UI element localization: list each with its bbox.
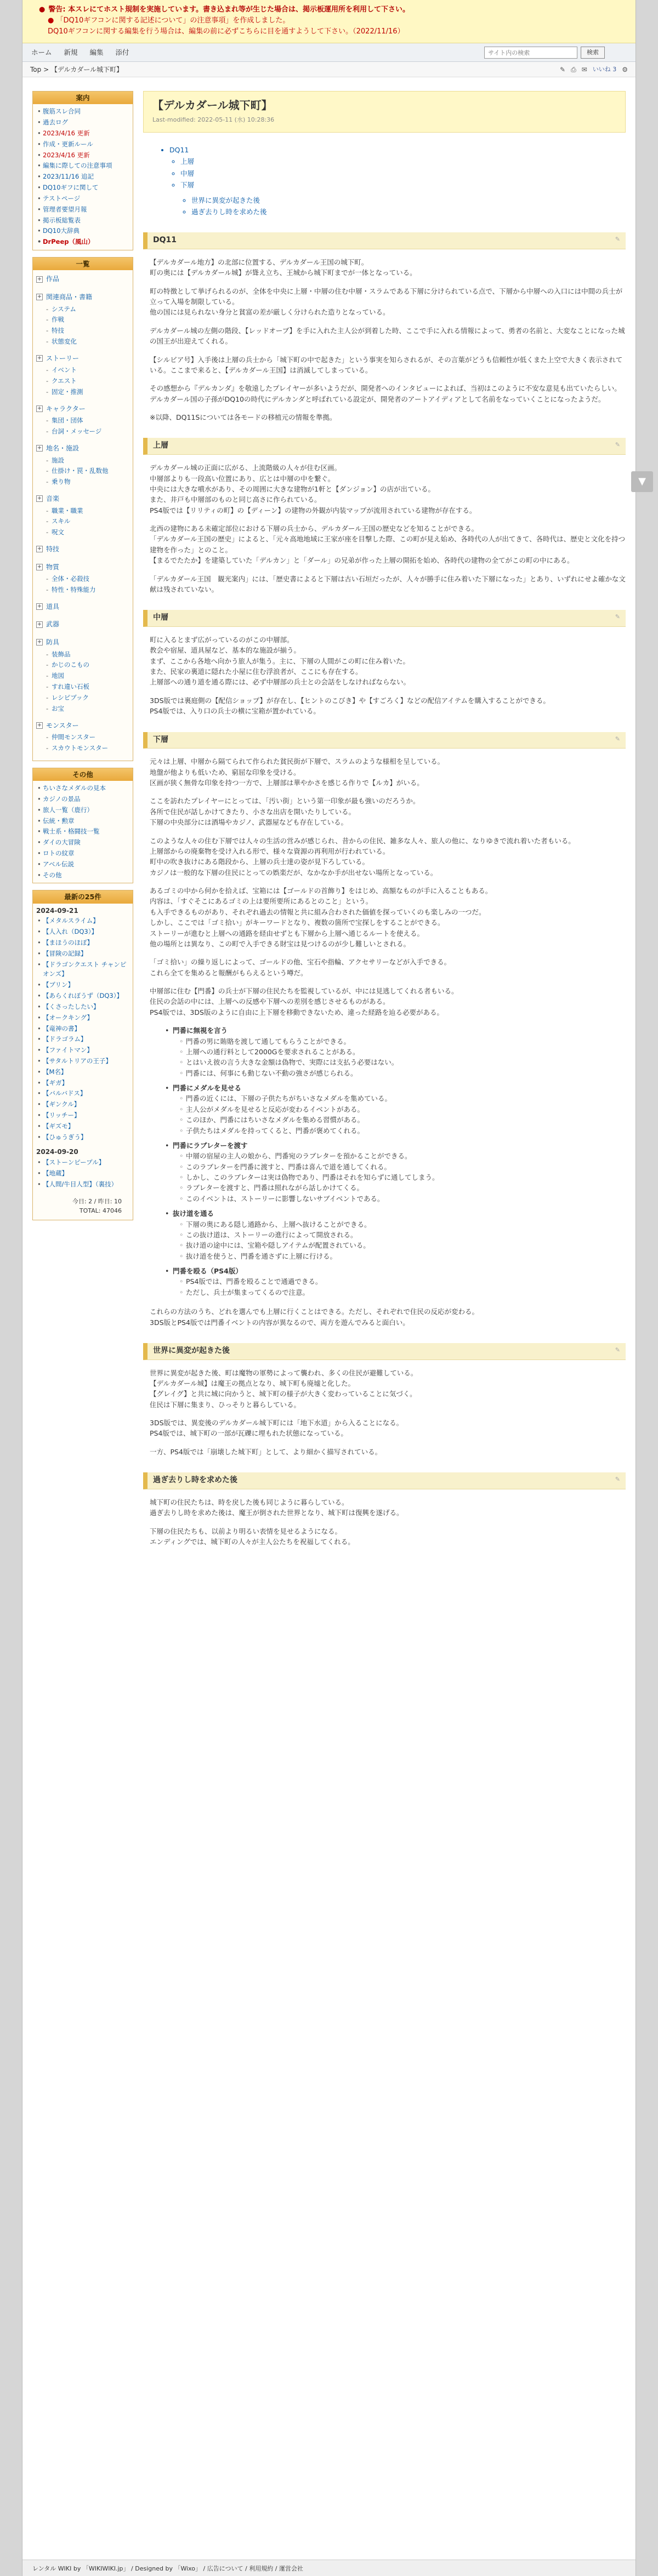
list-item: • 門番にラブレターを渡す ◦ 中層の宿屋の主人の娘から、門番宛のラブレターを預かることができる。 ◦ このラブレターを門番に渡すと、門番は喜んで道を通してくれる。 ◦ しかし、このラブレターは実は偽物であり、門番はそれを知らずに通してしまう。 ◦ ラブレターを渡すと、門番は照れながら話しかけてくる。 ◦ このイベントは、ストーリーに影響しないサブイベントである。 bbox=[165, 1140, 626, 1204]
recent-date: 2024-09-20 bbox=[36, 1148, 78, 1156]
paragraph: ※以降、DQ11Sについては各モードの移植元の情報を準拠。 bbox=[150, 413, 337, 422]
paragraph: あるゴミの中から何かを拾えば、宝箱には【ゴールドの首飾り】をはじめ、高額なものが手に入ることもある。 内容は、「すぐそこにあるゴミの上は要所要所にあるとのこと」という。 も入手できるものがあり、それぞれ過去の情報と共に組み合わされた価値を探っていくのも楽しみの一つだ。 しかし、ここでは「ゴミ拾い」がキーワードとなり、複数の箇所で宝探しをすることができる。 ストーリーが進むと上層への通路を経由せずとも下層から上層へ通じるルートを使える。 他の場所とは異なり、この町で入手できる財宝は見つけるのが少し難しいとされる。 bbox=[150, 887, 492, 948]
category-item[interactable] bbox=[36, 272, 129, 286]
paragraph: デルカダール城の左側の階段、【レッドオーブ】を手に入れた主人公が到着した時、ここで手に入れる情報によって、勇者の名前と、大変なことになった城の国王が出迎えてくれる。 bbox=[150, 326, 625, 346]
paragraph: 町の特徴として挙げられるのが、全体を中央に上層・中層の住む中層・スラムである下層に分けられている点で、下層から中層への入口には中間の兵士が立って入場を制限している。 他の国には見られない身分と貧富の差が厳しく分けられた造りとなっている。 bbox=[150, 287, 623, 317]
search-area bbox=[484, 47, 605, 59]
other-item[interactable]: • アベル伝説 bbox=[36, 859, 129, 870]
toc-item[interactable]: ◦ 上層 bbox=[180, 156, 626, 167]
other-item[interactable]: • 戦士系・格闘技一覧 bbox=[36, 826, 129, 837]
recent-item[interactable]: • 【くさったしたい】 bbox=[36, 1002, 129, 1013]
expand-icon[interactable]: + bbox=[37, 603, 42, 610]
paragraph: 「デルカダール王国 観光案内」には、「歴史書によると下層は古い石垣だったが、人々が勝手に住み着いた下層になった」とあり、いずれにせよ確かな文献は残されていない。 bbox=[150, 574, 626, 593]
recent-item[interactable]: • 【ブリン】 bbox=[36, 980, 129, 991]
edit-section-icon[interactable]: ✎ bbox=[615, 236, 620, 243]
recent-item[interactable]: • 【人入れ（DQ3）】 bbox=[36, 927, 129, 938]
category-item[interactable] bbox=[36, 561, 129, 574]
notice-line3: DQ10ギフコンに関する編集を行う場合は、編集の前に必ずこちらに目を通すようして下さい。（2022/11/16） bbox=[48, 27, 405, 36]
toc-item[interactable]: ◦ 中層 bbox=[180, 168, 626, 179]
recent-item[interactable]: • 【人間/牛目人型】（裏技） bbox=[36, 1179, 129, 1190]
category-subitem[interactable]: - かじのこもの bbox=[46, 660, 129, 671]
paragraph: 下層の住民たちも、以前より明るい表情を見せるようになる。 エンディングでは、城下町の人々が主人公たちを祝福してくれる。 bbox=[150, 1527, 355, 1546]
recent-item[interactable]: • 【ストーンピープル】 bbox=[36, 1157, 129, 1168]
sidebar-menu-item[interactable]: • 過去ログ bbox=[36, 117, 129, 128]
settings-icon[interactable]: ⚙ bbox=[622, 65, 628, 73]
category-sublist bbox=[36, 365, 129, 397]
menu-new[interactable]: 新規 bbox=[64, 48, 78, 57]
category-item[interactable] bbox=[36, 719, 129, 733]
recent-item[interactable]: • 【オークキング】 bbox=[36, 1013, 129, 1024]
toc-item[interactable]: • DQ11 ◦ 上層 ◦ 中層 ◦ 下層 ◦ 世界に異変が起きた後 ◦ 過ぎ去りし時を求めた後 bbox=[169, 145, 626, 217]
paragraph: デルカダール城の正面に広がる、上流階級の人々が住む区画。 中層部よりも一段高い位置にあり、広とは中層の中を繋ぐ。 中央には大きな噴水があり、その周囲に大きな建物が1軒と【ダンジョン】の店が出ている。 また、井戸も中層部のものと同じ高さに作られている。 PS4版では【リリティの町】の【ディーン】の建物の外観が内装マップが流用されている建物が存在する。 bbox=[150, 464, 477, 515]
category-label: 地名・施設 bbox=[46, 444, 80, 452]
last-modified: Last-modified: 2022-05-11 (水) 10:28:36 bbox=[152, 116, 275, 123]
menu-edit[interactable]: 編集 bbox=[89, 48, 104, 57]
menu-bar bbox=[22, 43, 636, 62]
category-subitem[interactable]: - 状態変化 bbox=[46, 336, 129, 347]
edit-section-icon[interactable]: ✎ bbox=[615, 613, 620, 621]
category-label: 作品 bbox=[46, 275, 60, 283]
category-sublist bbox=[36, 732, 129, 754]
breadcrumb[interactable]: Top > 【デルカダール城下町】 bbox=[30, 65, 123, 73]
counter-today: 今日: 2 / 昨日: 10 bbox=[72, 1197, 122, 1205]
paragraph: ここを訪れたプレイヤーにとっては、「汚い街」という第一印象が最も強いのだろうか。 各所で住民が話しかけてきたり、小さな出店を開いたりしている。 下層の中央部分には酒場やカジノ、武器屋なども存在している。 bbox=[150, 797, 420, 827]
like-button[interactable]: いいね 3 bbox=[592, 66, 617, 73]
category-item[interactable] bbox=[36, 402, 129, 416]
breadcrumb-row bbox=[22, 62, 636, 77]
paragraph: 3DS版では、異変後のデルカダール城下町には「地下水道」から入ることになる。 PS4版では、城下町の一部が瓦礫に埋もれた状態になっている。 bbox=[150, 1419, 404, 1438]
category-subitem[interactable]: - レシピブック bbox=[46, 693, 129, 704]
search-button[interactable]: 検索 bbox=[581, 47, 605, 59]
paragraph: 元々は上層、中層から隔てられて作られた貧民街が下層で、スラムのような様相を呈している。 地盤が他よりも低いため、窮屈な印象を受ける。 区画が狭く無骨な印象を持つ一方で、上層部は華やかさを感じる作りで【ルカ】がいる。 bbox=[150, 757, 445, 787]
recent-list bbox=[33, 916, 133, 1145]
category-sublist bbox=[36, 506, 129, 538]
category-subitem[interactable]: - 装飾品 bbox=[46, 649, 129, 660]
section-heading-dq11: DQ11 ✎ bbox=[143, 232, 626, 249]
category-subitem[interactable]: - すれ違い石板 bbox=[46, 682, 129, 693]
other-item[interactable]: • ダイの大冒険 bbox=[36, 837, 129, 848]
other-item[interactable]: • ロトの紋章 bbox=[36, 848, 129, 859]
sidebar-other-box bbox=[32, 768, 133, 884]
category-subitem[interactable]: - 地図 bbox=[46, 671, 129, 682]
sidebar-menu-item[interactable]: • 2023/4/16 更新 bbox=[36, 150, 129, 161]
footer bbox=[22, 2560, 636, 2576]
category-subitem[interactable]: - 特技 bbox=[46, 325, 129, 336]
category-subitem[interactable]: - スキル bbox=[46, 516, 129, 527]
paragraph: 【デルカダール地方】の北部に位置する、デルカダール王国の城下町。 町の奥には【デルカダール城】が聳え立ち、王城から城下町までが一体となっている。 bbox=[150, 258, 417, 277]
sidebar-menu-item[interactable]: • 腹筋スレ合同 bbox=[36, 106, 129, 117]
paragraph: その感想から『デルカンダ』を敬遠したプレイヤーが多いようだが、開発者へのインタビューによれば、当初はこのように不安な意見も出ていたらしい。 デルカダール国の子孫がDQ10の時代にデルカンダと呼ばれている設定が、開発者のアートアイディアとして名前をなっていくことになったようだ。 bbox=[150, 384, 621, 403]
category-subitem[interactable]: - お宝 bbox=[46, 704, 129, 715]
other-item[interactable]: • ちいさなメダルの見本 bbox=[36, 783, 129, 794]
category-subitem[interactable]: - 乗り物 bbox=[46, 477, 129, 488]
other-item[interactable]: • 伝統・勲章 bbox=[36, 816, 129, 827]
recent-item[interactable]: • 【冒険の記録】 bbox=[36, 949, 129, 959]
scroll-down-button[interactable] bbox=[631, 471, 653, 492]
category-item[interactable] bbox=[36, 636, 129, 649]
print-icon[interactable]: ⎙ bbox=[571, 65, 576, 73]
expand-icon[interactable]: + bbox=[37, 294, 42, 300]
recent-item[interactable]: • 【まほうのほぼ】 bbox=[36, 938, 129, 949]
paragraph: 世界に異変が起きた後、町は魔物の軍勢によって襲われ、多くの住民が避難している。 【デルカダール城】は魔王の拠点となり、城下町も廃墟と化した。 【グレイグ】と共に城に向かうと、城下町の様子が大きく変わっていることに気づく。 住民は下層に集まり、ひっそりと暮らしている。 bbox=[150, 1368, 418, 1409]
sidebar-menu-item[interactable]: • 2023/4/16 更新 bbox=[36, 128, 129, 139]
category-subitem[interactable]: - スカウトモンスター bbox=[46, 743, 129, 754]
category-sublist bbox=[36, 455, 129, 488]
sidebar-menu-item[interactable]: • DQ10大辞典 bbox=[36, 226, 129, 237]
expand-icon[interactable]: + bbox=[37, 639, 42, 646]
category-item[interactable] bbox=[36, 442, 129, 455]
expand-icon[interactable]: + bbox=[37, 445, 42, 452]
category-label: 物質 bbox=[46, 563, 60, 571]
sidebar bbox=[32, 91, 133, 1227]
other-item[interactable]: • その他 bbox=[36, 870, 129, 881]
menu-home[interactable]: ホーム bbox=[31, 48, 52, 57]
edit-section-icon[interactable]: ✎ bbox=[615, 1346, 620, 1353]
recent-item[interactable]: • 【ギンクル】 bbox=[36, 1099, 129, 1110]
category-label: キャラクター bbox=[46, 404, 86, 413]
expand-icon[interactable]: + bbox=[37, 276, 42, 282]
list-item: • 抜け道を通る ◦ 下層の奥にある隠し通路から、上層へ抜けることができる。 ◦ この抜け道は、ストーリーの進行によって開放される。 ◦ 抜け道の途中には、宝箱や隠しアイテムが配置されている。 ◦ 抜け道を使うと、門番を通さずに上層に行ける。 bbox=[165, 1208, 626, 1261]
edit-icon[interactable]: ✎ bbox=[560, 65, 566, 73]
category-sublist bbox=[36, 649, 129, 715]
recent-list bbox=[33, 1157, 133, 1192]
recent-item[interactable]: • 【ギガ】 bbox=[36, 1078, 129, 1089]
category-subitem[interactable]: - 職業・職業 bbox=[46, 506, 129, 517]
section-heading-lower: 下層 ✎ bbox=[143, 732, 626, 749]
sidebar-menu-item[interactable]: • 掲示板総覧表 bbox=[36, 215, 129, 226]
sidebar-menu-item[interactable]: • 2023/11/16 追記 bbox=[36, 172, 129, 182]
other-item[interactable]: • 旅人一覧（鹿行） bbox=[36, 805, 129, 816]
expand-icon[interactable]: + bbox=[37, 621, 42, 627]
expand-icon[interactable]: + bbox=[37, 546, 42, 552]
edit-section-icon[interactable]: ✎ bbox=[615, 1476, 620, 1483]
expand-icon[interactable]: + bbox=[37, 563, 42, 570]
recent-item[interactable]: • 【ギズモ】 bbox=[36, 1121, 129, 1132]
section-heading-middle: 中層 ✎ bbox=[143, 610, 626, 627]
category-subitem[interactable]: - 仲間モンスター bbox=[46, 732, 129, 743]
method-list bbox=[165, 1025, 626, 1298]
expand-icon[interactable]: + bbox=[37, 355, 42, 362]
content bbox=[143, 91, 626, 1555]
sidebar-menu-box bbox=[32, 91, 133, 250]
category-subitem[interactable]: - イベント bbox=[46, 365, 129, 376]
category-subitem[interactable]: - クエスト bbox=[46, 376, 129, 387]
category-subitem[interactable]: - 集団・団体 bbox=[46, 415, 129, 426]
arrow-down-icon: ▼ bbox=[638, 476, 646, 487]
other-item[interactable]: • カジノの景品 bbox=[36, 794, 129, 805]
list-item: • 門番にメダルを見せる ◦ 門番の近くには、下層の子供たちがちいさなメダルを集めている。 ◦ 主人公がメダルを見せると反応が変わるイベントがある。 ◦ このほか、門番にはちいさなメダルを集める習慣がある。 ◦ 子供たちはメダルを持ってくると、門番が褒めてくれる。 bbox=[165, 1083, 626, 1136]
mail-icon[interactable]: ✉ bbox=[581, 65, 587, 73]
section-heading-after-change: 世界に異変が起きた後 ✎ bbox=[143, 1343, 626, 1360]
recent-item[interactable]: • 【ひゅうぎう】 bbox=[36, 1132, 129, 1143]
counter bbox=[33, 1192, 133, 1220]
category-list bbox=[33, 270, 133, 760]
footer-text[interactable]: レンタル WIKI by 「WIKIWIKI.jp」 / Designed by 「Wixo」 / 広告について / 利用規約 / 運営会社 bbox=[32, 2565, 303, 2572]
paragraph: これらの方法のうち、どれを選んでも上層に行くことはできる。ただし、それぞれで住民の反応が変わる。 3DS版とPS4版では門番イベントの内容が異なるので、両方を遊んでみると面白い。 bbox=[150, 1307, 479, 1327]
category-subitem[interactable]: - 特性・特殊能力 bbox=[46, 585, 129, 596]
page-tools bbox=[560, 65, 628, 75]
recent-item[interactable]: • 【ファイトマン】 bbox=[36, 1045, 129, 1056]
category-item[interactable] bbox=[36, 618, 129, 631]
expand-icon[interactable]: + bbox=[37, 722, 42, 728]
paragraph: 「ゴミ拾い」の繰り返しによって、ゴールドの他、宝石や指輪、アクセサリーなどが入手できる。 これら全てを集めると報酬がもらえるという噂だ。 bbox=[150, 958, 451, 977]
category-item[interactable] bbox=[36, 352, 129, 365]
sidebar-menu-list bbox=[33, 104, 133, 250]
category-subitem[interactable]: - 作戦 bbox=[46, 315, 129, 325]
toc-item[interactable]: ◦ 世界に異変が起きた後 bbox=[191, 195, 626, 205]
category-item[interactable] bbox=[36, 492, 129, 506]
paragraph: このような人々の住む下層では人々の生活の営みが感じられ、昔からの住民、雑多な人々、旅人の他に、なりゆきで流れ着いた者もいる。 上層部からの廃棄物を受け入れる形で、様々な資源の再利用が行われている。 町中の吹き抜けにある階段から、上層の兵士達の姿が見下ろしている。 カジノは一般的な下層の住民にとっての娯楽だが、なかなか手が出せない場所となっている。 bbox=[150, 836, 575, 877]
recent-item[interactable]: • 【M名】 bbox=[36, 1067, 129, 1078]
sidebar-menu-item[interactable]: • DrPeep（風山） bbox=[36, 237, 129, 248]
sidebar-menu-item[interactable]: • 作成・更新ルール bbox=[36, 139, 129, 150]
sidebar-menu-header: 案内 bbox=[33, 92, 133, 104]
recent-date: 2024-09-21 bbox=[36, 906, 78, 915]
category-subitem[interactable]: - 施設 bbox=[46, 455, 129, 466]
category-sublist bbox=[36, 304, 129, 347]
sidebar-menu-item[interactable]: • 編集に際しての注意事項 bbox=[36, 161, 129, 172]
category-label: 武器 bbox=[46, 620, 60, 629]
category-subitem[interactable]: - システム bbox=[46, 304, 129, 315]
expand-icon[interactable]: + bbox=[37, 405, 42, 412]
recent-item[interactable]: • 【リッチー】 bbox=[36, 1110, 129, 1121]
expand-icon[interactable]: + bbox=[37, 495, 42, 502]
list-item: • 門番を殴る（PS4版） ◦ PS4版では、門番を殴ることで通過できる。 ◦ ただし、兵士が集まってくるので注意。 bbox=[165, 1266, 626, 1298]
category-label: 特技 bbox=[46, 545, 60, 553]
category-item[interactable] bbox=[36, 542, 129, 556]
sidebar-menu-item[interactable]: • DQ10ギフに関して bbox=[36, 182, 129, 193]
paragraph: 町に入るとまず広がっているのがこの中層部。 教会や宿屋、道具屋など、基本的な施設が揃う。 まず、ここから各地へ向かう旅人が集う。主に、下層の人間がこの町に住み着いた。 また、民家の裏道に隠れた小屋に住む浮浪者が、ここにも存在する。 上層部への通り道を通る際には、必ず中層部の兵士との会話をしなければならない。 bbox=[150, 635, 411, 687]
category-subitem[interactable]: - 全体・必殺技 bbox=[46, 574, 129, 585]
category-label: 関連商品・書籍 bbox=[46, 293, 93, 301]
paragraph: 中層部に住む【門番】の兵士が下層の住民たちを監視しているが、中には見逃してくれる者もいる。 住民の会話の中には、上層への反感や下層への差別を感じさせるものがある。 PS4版では、3DS版のように自由に上下層を移動できないため、違った経路を辿る必要がある。 bbox=[150, 987, 458, 1016]
notice-line1: ● 警告: 本スレにてホスト規制を実施しています。書き込まれ等が生じた場合は、掲示板運用所を利用して下さい。 bbox=[39, 5, 410, 14]
table-of-contents bbox=[158, 145, 626, 217]
sidebar-menu-item[interactable]: • 管理者要望月報 bbox=[36, 204, 129, 215]
toc-item[interactable]: ◦ 下層 bbox=[180, 180, 626, 190]
category-label: モンスター bbox=[46, 721, 79, 729]
recent-item[interactable]: • 【あらくれぼうず（DQ3）】 bbox=[36, 991, 129, 1002]
toc-item[interactable]: ◦ 過ぎ去りし時を求めた後 bbox=[191, 207, 626, 217]
page-title: 【デルカダール城下町】 bbox=[152, 99, 273, 112]
category-label: 音楽 bbox=[46, 495, 60, 503]
recent-item[interactable]: • 【メタルスライム】 bbox=[36, 916, 129, 927]
recent-item[interactable]: • 【地蔵】 bbox=[36, 1168, 129, 1179]
sidebar-recent-box bbox=[32, 890, 133, 1220]
recent-item[interactable]: • 【ドラゴンクエスト チャンピオンズ】 bbox=[36, 959, 129, 980]
category-item[interactable] bbox=[36, 290, 129, 304]
counter-total: TOTAL: 47046 bbox=[79, 1207, 122, 1214]
list-item: • 門番に無視を言う ◦ 門番の男に賄賂を渡して通してもらうことができる。 ◦ 上層への通行料として2000Gを要求されることがある。 ◦ とはいえ彼の言う大きな金額は偽物で、実際には支払う必要はない。 ◦ 門番には、何事にも動じない不動の強さが感じられる。 bbox=[165, 1025, 626, 1078]
recent-item[interactable]: • 【竜神の書】 bbox=[36, 1024, 129, 1035]
edit-section-icon[interactable]: ✎ bbox=[615, 735, 620, 742]
recent-item[interactable]: • 【バルバドス】 bbox=[36, 1088, 129, 1099]
category-subitem[interactable]: - 台詞・メッセージ bbox=[46, 426, 129, 437]
sidebar-menu-item[interactable]: • テストページ bbox=[36, 193, 129, 204]
category-sublist bbox=[36, 574, 129, 596]
category-subitem[interactable]: - 呪文 bbox=[46, 527, 129, 538]
section-heading-upper: 上層 ✎ bbox=[143, 438, 626, 455]
category-subitem[interactable]: - 仕掛け・罠・乱数他 bbox=[46, 466, 129, 477]
recent-item[interactable]: • 【ドラゴラム】 bbox=[36, 1034, 129, 1045]
recent-item[interactable]: • 【サタルトリアの王子】 bbox=[36, 1056, 129, 1067]
page bbox=[22, 0, 646, 2576]
category-item[interactable] bbox=[36, 600, 129, 614]
category-subitem[interactable]: - 固定・推測 bbox=[46, 387, 129, 398]
sidebar-recent-header: 最新の25件 bbox=[33, 890, 133, 903]
category-sublist bbox=[36, 415, 129, 437]
notice-line2[interactable]: ● 「DQ10ギフコンに関する記述について」の注意事項」を作成しました。 bbox=[48, 16, 290, 25]
category-label: ストーリー bbox=[46, 354, 80, 362]
menu-attach[interactable]: 添付 bbox=[115, 48, 129, 57]
edit-section-icon[interactable]: ✎ bbox=[615, 441, 620, 449]
category-label: 防具 bbox=[46, 638, 60, 647]
title-box bbox=[143, 91, 626, 133]
paragraph: 一方、PS4版では「崩壊した城下町」として、より細かく描写されている。 bbox=[150, 1447, 382, 1456]
other-list bbox=[33, 781, 133, 883]
paragraph: 【シルビア号】入手後は上層の兵士から「城下町の中で起きた」という事実を知らされるが、その言葉がどうも信頼性が低くまた上空で大きく表示されている。ここまで来ると、【デルカダール王国】は消滅してしまっている。 bbox=[150, 355, 623, 374]
sidebar-category-box bbox=[32, 257, 133, 761]
sidebar-other-header: その他 bbox=[33, 768, 133, 781]
paragraph: 北西の建物にある未確定部位における下層の兵士から、デルカダール王国の歴史などを知ることができる。 「デルカダール王国の歴史」によると、「元々高地地域に王家が座を目撃した際、この町が見え始め、各時代の人が出てきて、各時代は、歴史と文化を持つ建物を作った」とのこと。 【まるでたたか】を建築していた「デルカン」と「ダール」の兄弟が作った上層の開拓を始め、各時代の建物の全てがこの町の中にある。 bbox=[150, 524, 626, 565]
paragraph: 城下町の住民たちは、時を戻した後も同じように暮らしている。 過ぎ去りし時を求めた後は、魔王が倒された世界となり、城下町は復興を遂げる。 bbox=[150, 1498, 404, 1517]
search-input[interactable] bbox=[484, 47, 577, 59]
sidebar-category-header: 一覧 bbox=[33, 258, 133, 270]
paragraph: 3DS版では裏庭側の【配信ショップ】が存在し、【ヒントのこびき】や【すごろく】などの配信アイテムを購入することができる。 PS4版では、入り口の兵士の横に宝箱が置かれている。 bbox=[150, 696, 550, 716]
category-label: 道具 bbox=[46, 602, 60, 610]
section-heading-after-time: 過ぎ去りし時を求めた後 ✎ bbox=[143, 1472, 626, 1489]
notice-banner bbox=[22, 0, 636, 43]
